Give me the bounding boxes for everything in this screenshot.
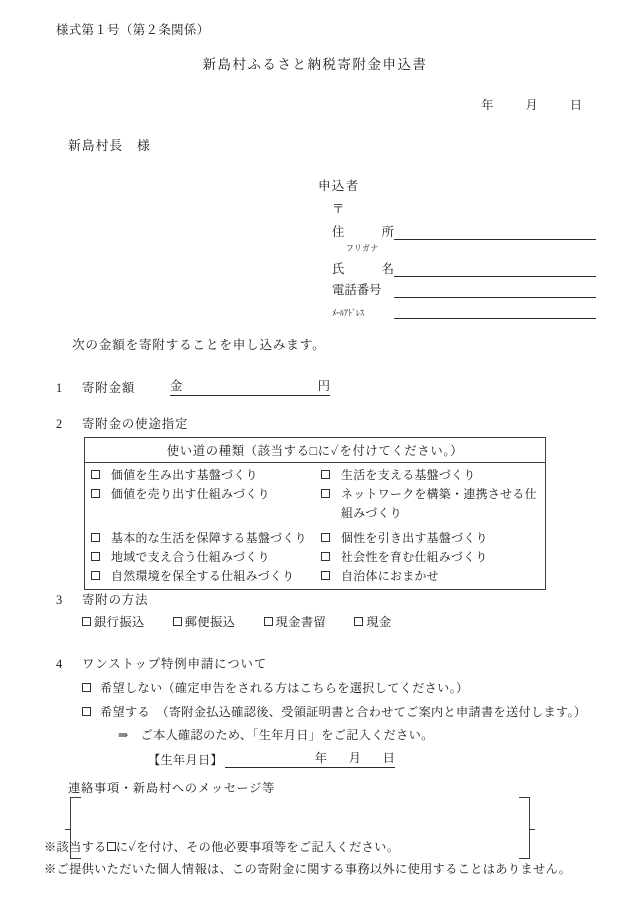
- name-row: [332, 256, 596, 277]
- usage-item-label: 基本的な生活を保障する基盤づくり: [111, 531, 307, 545]
- usage-item-label: 価値を売り出す仕組みづくり: [111, 487, 270, 501]
- form-number: 様式第１号（第２条関係）: [56, 23, 210, 37]
- section-2-heading: [56, 414, 188, 432]
- usage-item-label: 生活を支える基盤づくり: [341, 468, 476, 482]
- arrow-right-icon: ⇒: [118, 728, 129, 742]
- usage-item-label: 自然環境を保全する仕組みづくり: [111, 569, 295, 583]
- note-1-prefix: ※該当する: [44, 840, 107, 854]
- usage-item-label: 社会性を育む仕組みづくり: [341, 550, 488, 564]
- email-label: ﾒｰﾙｱﾄﾞﾚｽ: [332, 308, 364, 318]
- checkbox-icon[interactable]: [321, 489, 330, 498]
- date-month-label: 月: [525, 98, 538, 112]
- address-label: [332, 222, 394, 240]
- date-of-birth-input[interactable]: [225, 749, 395, 768]
- method-option-bank-transfer[interactable]: [82, 613, 145, 630]
- checkbox-icon[interactable]: [264, 617, 273, 626]
- date-year-label: 年: [481, 98, 494, 112]
- usage-item-label: 個性を引き出す基盤づくり: [341, 531, 488, 545]
- furigana-label: フリガナ: [346, 243, 379, 253]
- usage-checkbox-item[interactable]: [321, 548, 545, 567]
- phone-row: [332, 277, 596, 298]
- section-4-number: 4: [56, 657, 63, 671]
- usage-options-table: [84, 437, 546, 590]
- checkbox-icon[interactable]: [82, 617, 91, 626]
- date-of-birth-row: [148, 749, 586, 768]
- usage-group-one-left: [85, 463, 315, 526]
- usage-item-label: 地域で支え合う仕組みづくり: [111, 550, 270, 564]
- amount-suffix: 円: [317, 379, 330, 393]
- usage-checkbox-item[interactable]: [91, 529, 315, 548]
- section-3-number: 3: [56, 593, 63, 607]
- date-line: [481, 96, 582, 113]
- onestop-option-decline[interactable]: [82, 679, 586, 696]
- section-4-heading: [56, 654, 586, 672]
- onestop-decline-label: 希望しない（確定申告をされる方はこちらを選択してください。）: [100, 681, 469, 695]
- usage-checkbox-item[interactable]: [91, 466, 315, 485]
- usage-checkbox-item[interactable]: [91, 485, 315, 504]
- checkbox-icon: [107, 842, 116, 851]
- method-option-registered-cash-mail[interactable]: [264, 613, 327, 630]
- section-2-title: 寄附金の使途指定: [82, 417, 189, 431]
- amount-input-field[interactable]: [170, 376, 330, 396]
- note-checkbox-instruction: [44, 836, 604, 858]
- bracket-right-tick: [529, 829, 535, 830]
- date-of-birth-label: 【生年月日】: [148, 753, 223, 767]
- section-usage-designation: [56, 414, 188, 432]
- usage-spacer: [91, 504, 315, 511]
- section-onestop-application: [56, 654, 586, 768]
- checkbox-icon[interactable]: [82, 707, 91, 716]
- section-donation-amount: [56, 376, 330, 396]
- amount-prefix: 金: [170, 379, 183, 393]
- method-option-postal-transfer[interactable]: [173, 613, 236, 630]
- onestop-instruction: [118, 726, 586, 743]
- checkbox-icon[interactable]: [321, 571, 330, 580]
- checkbox-icon[interactable]: [82, 683, 91, 692]
- section-4-title: ワンストップ特例申請について: [82, 657, 268, 671]
- addressee: 新島村長 様: [68, 139, 151, 153]
- bracket-left-tick: [65, 829, 71, 830]
- section-3-title: 寄附の方法: [82, 593, 149, 607]
- usage-checkbox-item[interactable]: [321, 529, 545, 548]
- method-option-label: 現金: [366, 615, 392, 629]
- usage-item-label: 自治体におまかせ: [341, 569, 439, 583]
- footer-notes: [44, 836, 604, 880]
- checkbox-icon[interactable]: [321, 533, 330, 542]
- phone-input[interactable]: [394, 282, 596, 298]
- usage-table-header: 使い道の種類（該当する□に✓を付けてください。）: [85, 438, 545, 463]
- usage-group-two-right: [315, 526, 545, 589]
- onestop-instruction-text: ご本人確認のため、「生年月日」をご記入ください。: [140, 728, 434, 742]
- name-label-part-2: 名: [381, 262, 394, 276]
- checkbox-icon[interactable]: [321, 470, 330, 479]
- dob-year-label: 年: [314, 751, 327, 765]
- note-privacy: ※ご提供いただいた個人情報は、この寄附金に関する事務以外に使用することはありません。: [44, 862, 572, 876]
- amount-row: [56, 376, 330, 396]
- dob-day-label: 日: [382, 751, 395, 765]
- method-option-label: 銀行振込: [94, 615, 145, 629]
- checkbox-icon[interactable]: [173, 617, 182, 626]
- usage-checkbox-item[interactable]: [91, 567, 315, 586]
- method-options: [82, 613, 420, 630]
- section-donation-method: [56, 590, 420, 630]
- method-option-cash[interactable]: [354, 613, 391, 630]
- usage-group-one-right: [315, 463, 545, 526]
- intro-text: 次の金額を寄附することを申し込みます。: [72, 338, 326, 352]
- method-option-label: 郵便振込: [184, 615, 236, 629]
- address-label-part-2: 所: [381, 225, 394, 239]
- onestop-accept-label: 希望する （寄附金払込確認後、受領証明書と合わせてご案内と申請書を送付します。）: [100, 705, 587, 719]
- note-1-suffix: に✓を付け、その他必要事項等をご記入ください。: [115, 840, 400, 854]
- email-input[interactable]: [394, 303, 596, 319]
- name-label: [332, 259, 394, 277]
- usage-group-two: [85, 526, 545, 589]
- page-title: 新島村ふるさと納税寄附金申込書: [202, 57, 428, 72]
- usage-checkbox-item[interactable]: [91, 548, 315, 567]
- date-day-label: 日: [569, 98, 582, 112]
- phone-label: 電話番号: [332, 283, 382, 297]
- checkbox-icon[interactable]: [91, 470, 100, 479]
- postal-code-symbol: 〒: [332, 202, 345, 216]
- section-3-heading: [56, 590, 420, 608]
- usage-item-label: ネットワークを構築・連携させる仕組みづくり: [341, 487, 537, 520]
- name-input[interactable]: [394, 261, 596, 277]
- usage-item-label: 価値を生み出す基盤づくり: [111, 468, 258, 482]
- checkbox-icon[interactable]: [91, 533, 100, 542]
- checkbox-icon[interactable]: [321, 552, 330, 561]
- address-input[interactable]: [394, 224, 596, 240]
- address-label-part-1: 住: [332, 225, 345, 239]
- checkbox-icon[interactable]: [91, 489, 100, 498]
- name-label-part-1: 氏: [332, 262, 345, 276]
- usage-group-one: [85, 463, 545, 526]
- usage-group-two-left: [85, 526, 315, 589]
- section-1-number: 1: [56, 381, 63, 395]
- message-box-title: 連絡事項・新島村へのメッセージ等: [68, 781, 276, 795]
- checkbox-icon[interactable]: [91, 552, 100, 561]
- checkbox-icon[interactable]: [354, 617, 363, 626]
- applicant-block: [318, 175, 596, 319]
- usage-checkbox-item[interactable]: [321, 567, 545, 586]
- email-row: [332, 298, 596, 319]
- applicant-section-label: 申込者: [318, 179, 360, 193]
- method-option-label: 現金書留: [275, 615, 327, 629]
- usage-checkbox-item[interactable]: [321, 485, 545, 523]
- section-2-number: 2: [56, 417, 63, 431]
- section-1-title: 寄附金額: [82, 381, 136, 395]
- onestop-option-accept[interactable]: [82, 703, 586, 720]
- checkbox-icon[interactable]: [91, 571, 100, 580]
- usage-checkbox-item[interactable]: [321, 466, 545, 485]
- address-row: [332, 219, 596, 240]
- dob-month-label: 月: [348, 751, 361, 765]
